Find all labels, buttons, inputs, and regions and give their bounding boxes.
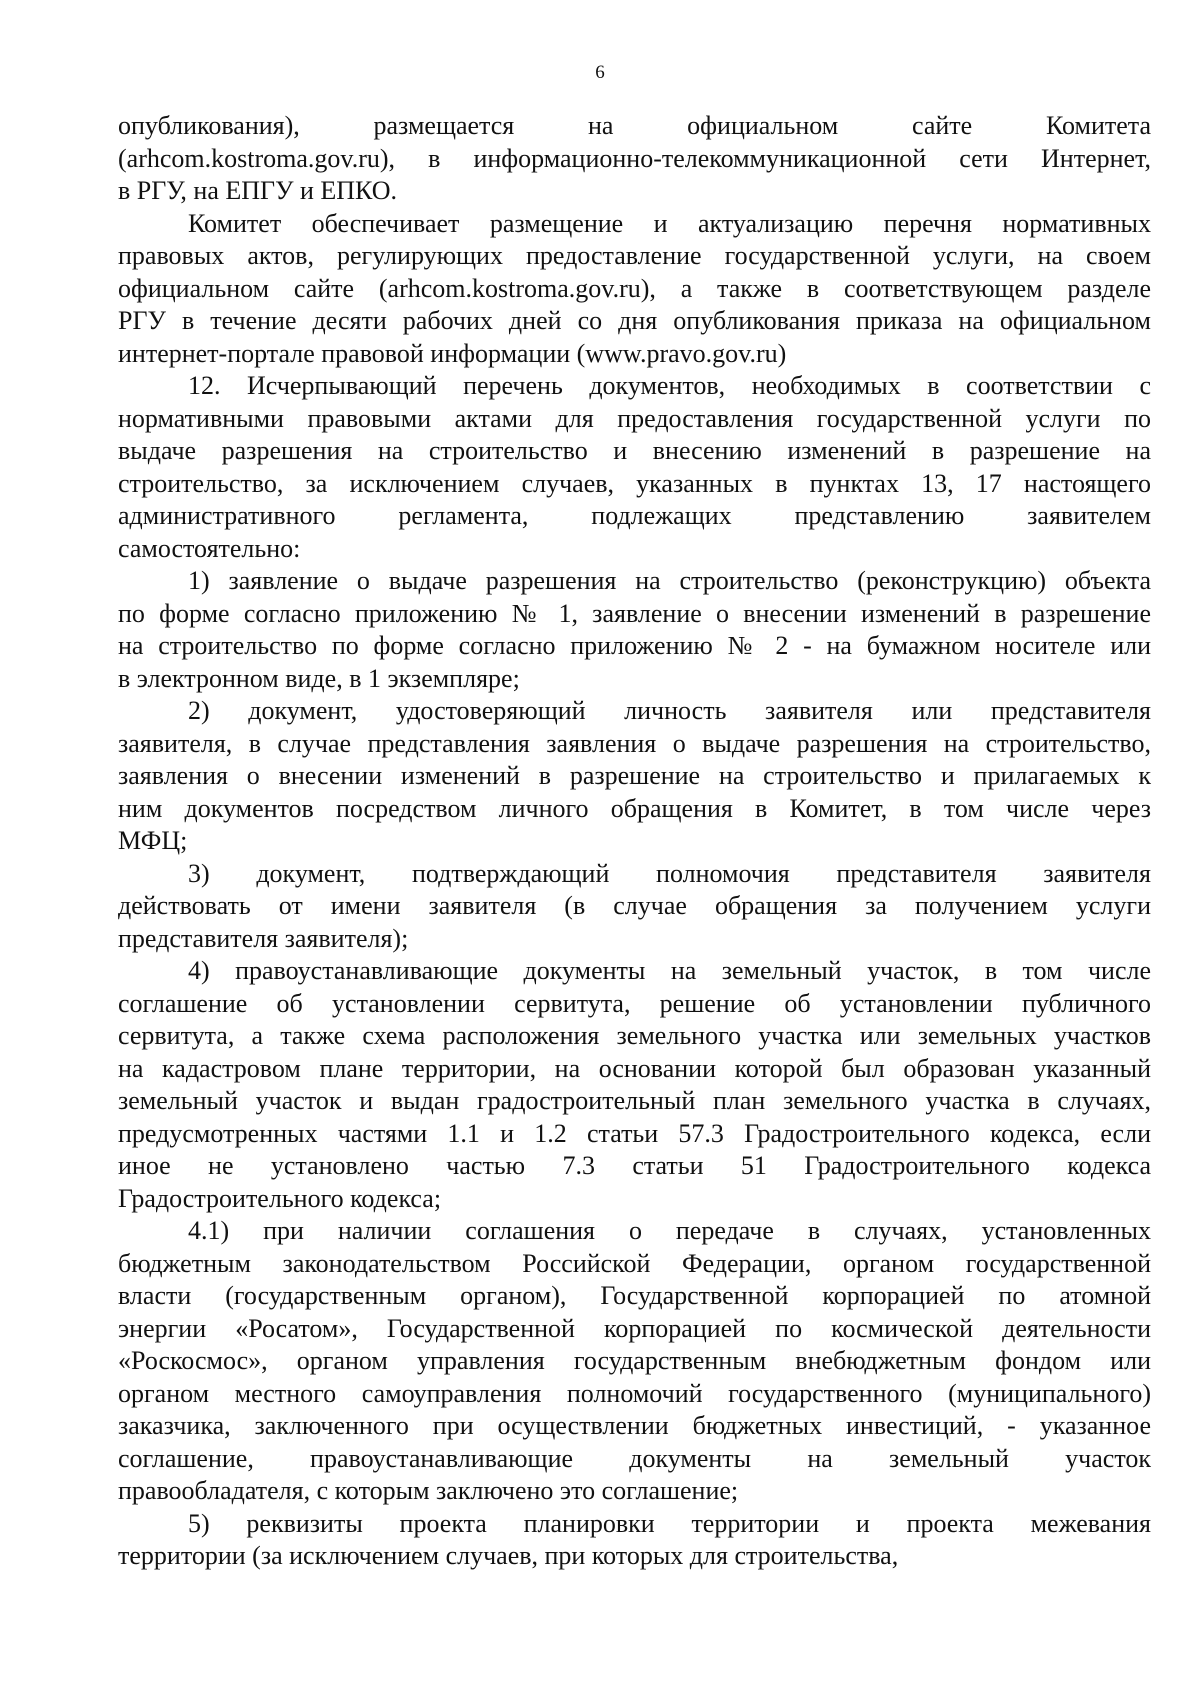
text-line: земельный участок и выдан градостроительный план земельного участка в случаях, — [118, 1086, 1151, 1115]
text-line: предусмотренных частями 1.1 и 1.2 статьи 57.3 Градостроительного кодекса, если — [118, 1118, 1151, 1148]
text-line: «Роскосмос», органом управления государственным внебюджетным фондом или — [118, 1346, 1151, 1375]
text-line: органом местного самоуправления полномочий государственного (муниципального) — [118, 1378, 1151, 1408]
text-line: бюджетным законодательством Российской Федерации, органом государственной — [118, 1248, 1151, 1278]
text-line: административного регламента, подлежащих представлению заявителем — [118, 501, 1151, 530]
text-line: заявления о внесении изменений в разрешение на строительство и прилагаемых к — [118, 761, 1151, 790]
paragraph-p0 — [118, 110, 1151, 208]
text-line: территории (за исключением случаев, при которых для строительства, — [118, 1541, 899, 1570]
text-line: 4.1) при наличии соглашения о передаче в случаях, установленных — [188, 1216, 1151, 1245]
text-line: самостоятельно: — [118, 533, 301, 563]
paragraph-p4 — [118, 695, 1151, 858]
text-line: интернет-портале правовой информации (www.pravo.gov.ru) — [118, 338, 787, 368]
page-number: 6 — [595, 62, 605, 83]
paragraph-p5 — [118, 858, 1151, 956]
text-line: нормативными правовыми актами для предоставления государственной услуги по — [118, 403, 1151, 433]
paragraph-p2 — [118, 370, 1151, 565]
text-line: РГУ в течение десяти рабочих дней со дня опубликования приказа на официальном — [118, 306, 1151, 335]
text-line: на кадастровом плане территории, на основании которой был образован указанный — [118, 1053, 1151, 1083]
text-line: 12. Исчерпывающий перечень документов, необходимых в соответствии с — [188, 371, 1151, 400]
text-line: власти (государственным органом), Государственной корпорацией по атомной — [118, 1281, 1151, 1310]
text-line: ним документов посредством личного обращения в Комитет, в том числе через — [118, 793, 1151, 823]
text-line: в электронном виде, в 1 экземпляре; — [118, 663, 520, 693]
text-line: заявителя, в случае представления заявления о выдаче разрешения на строительство, — [118, 728, 1151, 758]
text-line: 4) правоустанавливающие документы на земельный участок, в том числе — [188, 956, 1151, 985]
document-body — [118, 110, 1151, 1573]
paragraph-p1 — [118, 208, 1151, 371]
text-line: 2) документ, удостоверяющий личность заявителя или представителя — [188, 696, 1151, 725]
paragraph-p7 — [118, 1215, 1151, 1508]
text-line: действовать от имени заявителя (в случае обращения за получением услуги — [118, 891, 1151, 920]
text-line: выдаче разрешения на строительство и внесению изменений в разрешение на — [118, 436, 1151, 465]
text-line: соглашение об установлении сервитута, решение об установлении публичного — [118, 988, 1151, 1018]
paragraph-p3 — [118, 565, 1151, 695]
text-line: заказчика, заключенного при осуществлении бюджетных инвестиций, - указанное — [118, 1411, 1151, 1440]
text-line: на строительство по форме согласно приложению № 2 - на бумажном носителе или — [118, 631, 1151, 660]
text-line: 3) документ, подтверждающий полномочия представителя заявителя — [188, 858, 1151, 888]
text-line: по форме согласно приложению № 1, заявление о внесении изменений в разрешение — [118, 598, 1151, 628]
text-line: Градостроительного кодекса; — [118, 1183, 442, 1213]
paragraph-p8 — [118, 1508, 1151, 1573]
text-line: иное не установлено частью 7.3 статьи 51 Градостроительного кодекса — [118, 1151, 1151, 1180]
text-line: опубликования), размещается на официальном сайте Комитета — [118, 111, 1151, 140]
text-line: энергии «Росатом», Государственной корпорацией по космической деятельности — [118, 1313, 1151, 1343]
text-line: соглашение, правоустанавливающие документы на земельный участок — [118, 1443, 1151, 1473]
text-line: 5) реквизиты проекта планировки территории и проекта межевания — [188, 1508, 1151, 1538]
text-line: в РГУ, на ЕПГУ и ЕПКО. — [118, 176, 398, 205]
text-line: МФЦ; — [118, 826, 188, 855]
text-line: правовых актов, регулирующих предоставление государственной услуги, на своем — [118, 241, 1151, 270]
text-line: правообладателя, с которым заключено это соглашение; — [118, 1476, 739, 1505]
text-line: строительство, за исключением случаев, указанных в пунктах 13, 17 настоящего — [118, 468, 1151, 498]
paragraph-p6 — [118, 955, 1151, 1215]
text-line: официальном сайте (arhcom.kostroma.gov.ru), а также в соответствующем разделе — [118, 273, 1151, 303]
text-line: Комитет обеспечивает размещение и актуализацию перечня нормативных — [188, 208, 1151, 238]
text-line: сервитута, а также схема расположения земельного участка или земельных участков — [118, 1021, 1151, 1050]
text-line: представителя заявителя); — [118, 923, 409, 953]
text-line: (arhcom.kostroma.gov.ru), в информационно-телекоммуникационной сети Интернет, — [118, 143, 1151, 173]
text-line: 1) заявление о выдаче разрешения на строительство (реконструкцию) объекта — [188, 566, 1151, 595]
